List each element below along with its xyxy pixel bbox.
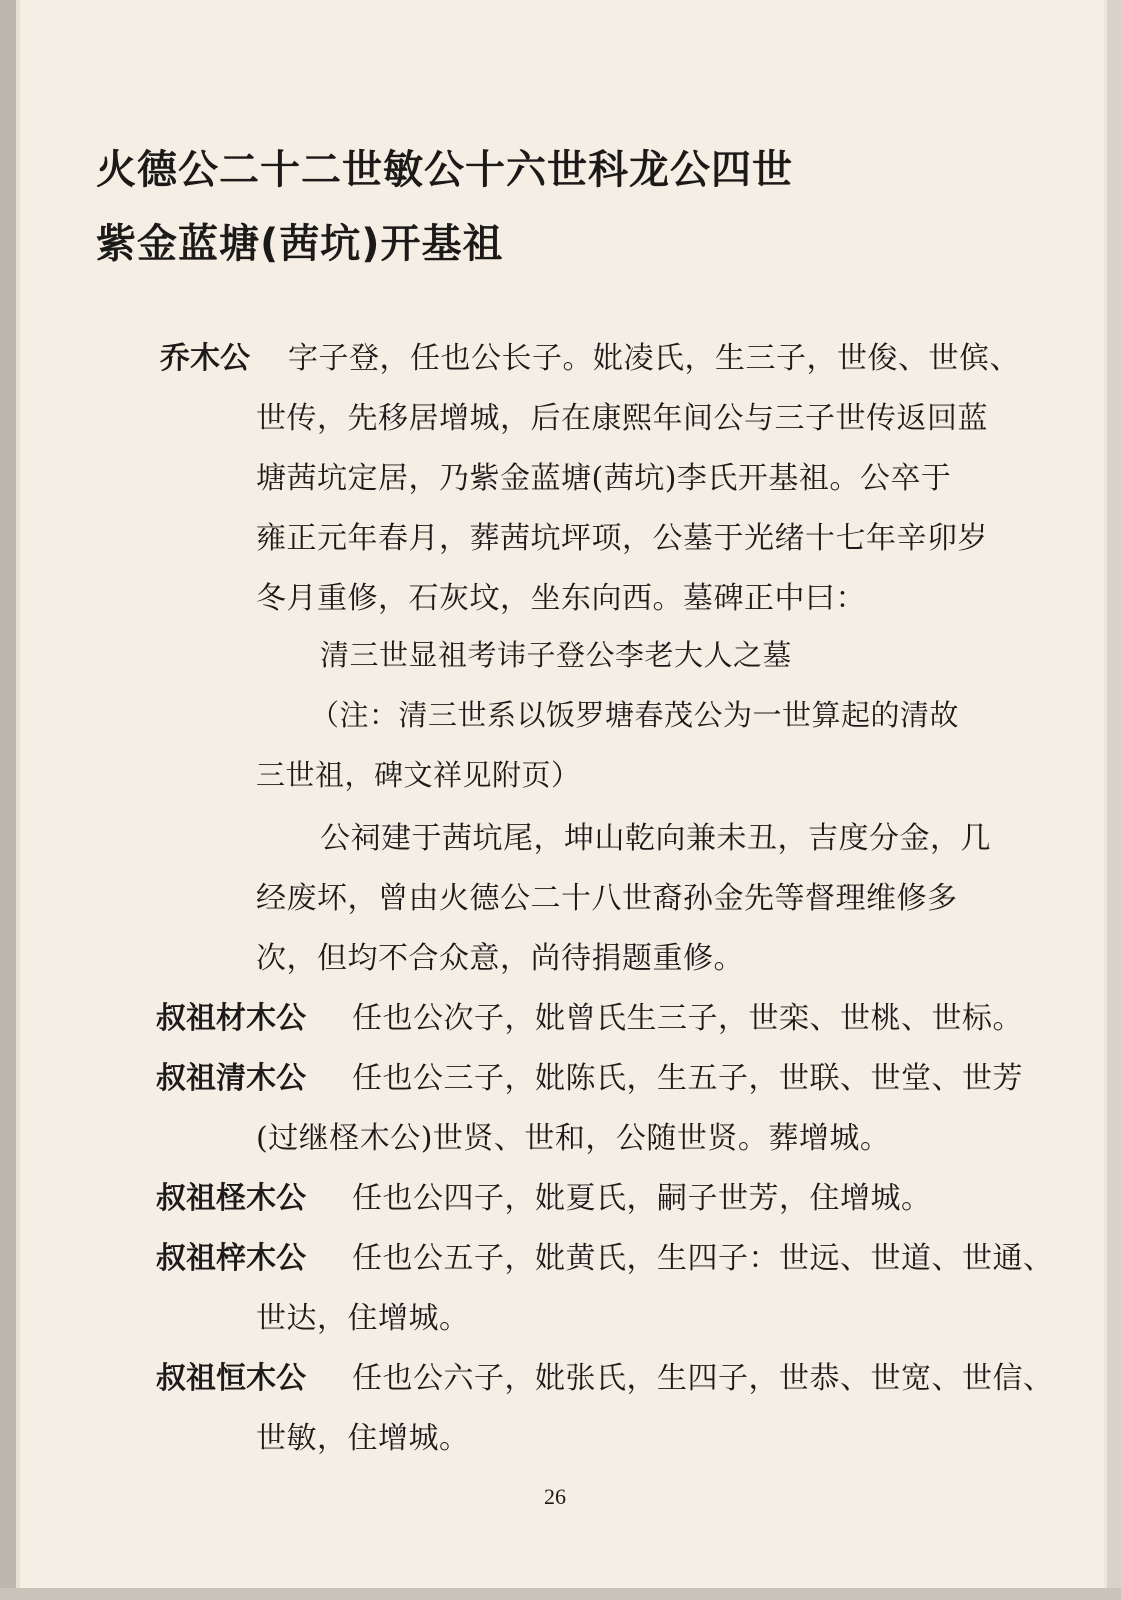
entry-text-line: 世敏，住增城。 <box>256 1421 470 1456</box>
scan-edge-right <box>1107 0 1121 1600</box>
entry-name-zimu: 叔祖梓木公 <box>156 1241 306 1276</box>
entry-name-hengmu: 叔祖恒木公 <box>156 1361 306 1396</box>
entry-name-qiaomu: 乔木公 <box>160 341 250 376</box>
entry-text-line: 任也公五子，妣黄氏，生四子：世远、世道、世通、 <box>352 1241 1054 1276</box>
entry-text-line: (过继柽木公)世贤、世和，公随世贤。葬增城。 <box>256 1121 891 1156</box>
scan-edge-bottom <box>0 1588 1121 1600</box>
scan-edge-left-inner <box>16 0 20 1600</box>
entry-text-line: 塘茜坑定居，乃紫金蓝塘(茜坑)李氏开基祖。公卒于 <box>256 461 952 496</box>
entry-text-line: 冬月重修，石灰坟，坐东向西。墓碑正中曰： <box>256 581 866 616</box>
page-number: 26 <box>544 1484 566 1509</box>
entry-text-line: 雍正元年春月，葬茜坑坪项，公墓于光绪十七年辛卯岁 <box>256 521 988 556</box>
note-line: （注：清三世系以饭罗塘春茂公为一世算起的清故 <box>310 698 960 732</box>
entry-name-chengmu: 叔祖柽木公 <box>156 1181 306 1216</box>
temple-line: 次，但均不合众意，尚待捐题重修。 <box>256 941 744 976</box>
scan-edge-right-inner <box>1104 0 1107 1600</box>
entry-text-line: 任也公次子，妣曾氏生三子，世栾、世桃、世标。 <box>352 1001 1023 1036</box>
note-line: 三世祖，碑文祥见附页） <box>256 758 581 792</box>
page-title-line-2: 紫金蓝塘(茜坑)开基祖 <box>96 221 504 267</box>
tomb-inscription: 清三世显祖考讳子登公李老大人之墓 <box>320 638 793 672</box>
temple-line: 公祠建于茜坑尾，坤山乾向兼未丑，吉度分金，几 <box>320 821 991 856</box>
entry-name-caimu: 叔祖材木公 <box>156 1001 306 1036</box>
entry-text-line: 任也公六子，妣张氏，生四子，世恭、世宽、世信、 <box>352 1361 1054 1396</box>
scan-edge-left <box>0 0 16 1600</box>
entry-text-line: 世达，住增城。 <box>256 1301 470 1336</box>
temple-line: 经废坏，曾由火德公二十八世裔孙金先等督理维修多 <box>256 881 958 916</box>
entry-name-qingmu: 叔祖清木公 <box>156 1061 306 1096</box>
page-title-line-1: 火德公二十二世敏公十六世科龙公四世 <box>96 147 793 193</box>
entry-text-line: 任也公四子，妣夏氏，嗣子世芳，住增城。 <box>352 1181 932 1216</box>
entry-text-line: 任也公三子，妣陈氏，生五子，世联、世堂、世芳 <box>352 1061 1023 1096</box>
entry-text-line: 字子登，任也公长子。妣凌氏，生三子，世俊、世傧、 <box>288 341 1020 376</box>
entry-text-line: 世传，先移居增城，后在康熙年间公与三子世传返回蓝 <box>256 401 988 436</box>
